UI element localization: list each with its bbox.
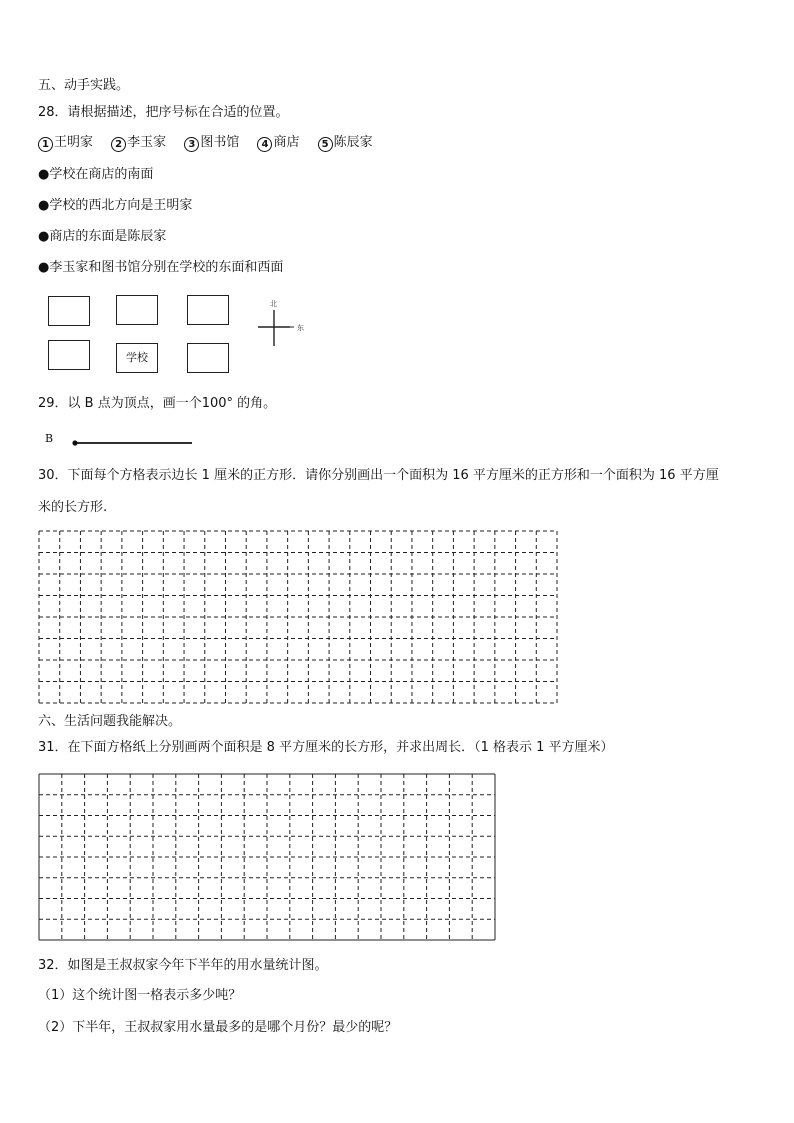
option-number: 4 <box>257 137 272 152</box>
school-box: 学校 <box>116 343 158 373</box>
map-box-top-middle[interactable] <box>116 295 158 325</box>
option-label: 商店 <box>273 135 300 150</box>
q32-prompt: 32．如图是王叔叔家今年下半年的用水量统计图。 <box>38 958 328 973</box>
option-label: 王明家 <box>54 135 94 150</box>
point-b-label: B <box>45 432 54 445</box>
q31-prompt: 31．在下面方格纸上分别画两个面积是 8 平方厘米的长方形，并求出周长．（1 格表示 1 平方厘米） <box>38 740 614 755</box>
map-box-top-left[interactable] <box>48 296 90 326</box>
map-box-bottom-left[interactable] <box>48 340 90 370</box>
clue-2: ●学校的西北方向是王明家 <box>38 198 193 213</box>
option-shop <box>257 135 299 152</box>
map-box-top-right[interactable] <box>187 295 229 325</box>
option-liyu <box>111 135 166 152</box>
q32-sub1: （1）这个统计图一格表示多少吨？ <box>38 988 242 1003</box>
q30-prompt-line2: 米的长方形. <box>38 500 108 515</box>
option-wangming <box>38 135 93 152</box>
clue-3: ●商店的东面是陈辰家 <box>38 229 167 244</box>
option-number: 1 <box>38 137 53 152</box>
compass-east-label: 东 <box>297 324 304 332</box>
option-number: 5 <box>318 137 333 152</box>
q28-options <box>38 135 387 152</box>
q29-prompt: 29．以 B 点为顶点，画一个100° 的角。 <box>38 396 277 411</box>
q32-sub2: （2）下半年，王叔叔家用水量最多的是哪个月份？最少的呢？ <box>38 1020 398 1035</box>
q28-prompt: 28．请根据描述，把序号标在合适的位置。 <box>38 105 289 120</box>
q30-prompt-line1: 30．下面每个方格表示边长 1 厘米的正方形．请你分别画出一个面积为 16 平方厘米的正方形和一个面积为 16 平方厘 <box>38 468 719 483</box>
option-number: 3 <box>184 137 199 152</box>
map-box-bottom-right[interactable] <box>187 343 229 373</box>
compass-north-label: 北 <box>270 300 277 308</box>
option-number: 2 <box>111 137 126 152</box>
option-library <box>184 135 239 152</box>
option-label: 陈辰家 <box>333 135 373 150</box>
section5-heading: 五、动手实践。 <box>38 78 130 93</box>
clue-1: ●学校在商店的南面 <box>38 167 154 182</box>
grid-q30[interactable] <box>38 530 560 706</box>
ray-from-b[interactable] <box>70 436 200 450</box>
option-chenchen <box>318 135 373 152</box>
clue-4: ●李玉家和图书馆分别在学校的东面和西面 <box>38 260 284 275</box>
section6-heading: 六、生活问题我能解决。 <box>38 714 182 729</box>
option-label: 图书馆 <box>200 135 240 150</box>
grid-q31[interactable] <box>38 773 498 943</box>
option-label: 李玉家 <box>127 135 167 150</box>
